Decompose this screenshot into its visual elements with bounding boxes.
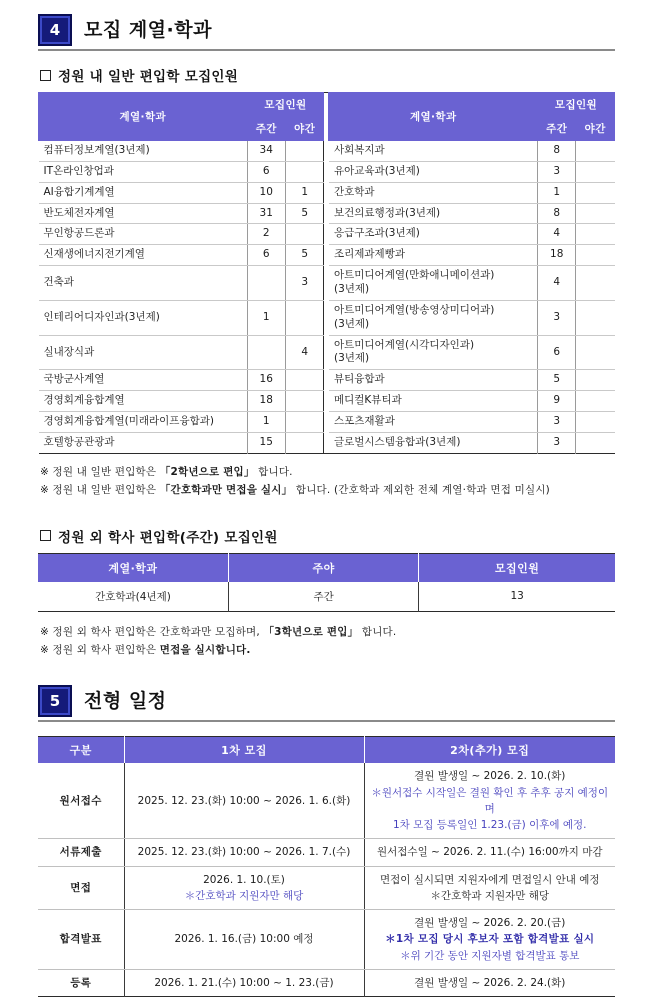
schedule-header-cell: 2차(추가) 모집: [364, 737, 615, 764]
note-bold: 「3학년으로 편입」: [263, 625, 359, 638]
schedule-second-round-cell: [364, 839, 615, 866]
subheading-general-transfer: [40, 65, 615, 85]
note-pre: ※ 정원 외 학사 편입학은: [40, 643, 160, 656]
section-4-badge: 4: [38, 14, 72, 46]
cell-day-quota: 4: [538, 224, 576, 245]
cell-night-quota: [285, 224, 323, 245]
subheading-bachelor-transfer-label: 정원 외 학사 편입학(주간) 모집인원: [58, 529, 278, 546]
note-pre: ※ 정원 외 학사 편입학은 간호학과만 모집하며,: [40, 625, 264, 638]
cell-day-quota: 1: [247, 412, 285, 433]
cell-department-name: 간호학과: [329, 182, 538, 203]
note-item: [40, 641, 615, 659]
section-5-heading: [38, 685, 615, 722]
note-item: [40, 623, 615, 641]
note-pre: ※ 정원 내 일반 편입학은: [40, 484, 160, 497]
cell-day-quota: 3: [538, 161, 576, 182]
schedule-line: 2026. 1. 16.(금) 10:00 예정: [174, 933, 314, 946]
schedule-table-body: [38, 763, 615, 996]
cell-night-quota: [285, 141, 323, 162]
table-row: [39, 182, 615, 203]
table-row: [39, 266, 615, 301]
schedule-line: 결원 발생일 ~ 2026. 2. 24.(화): [414, 976, 566, 989]
cell-night-quota: [576, 335, 615, 370]
schedule-line: 결원 발생일 ~ 2026. 2. 10.(화): [414, 770, 566, 783]
schedule-table: [38, 736, 615, 997]
bachelor-cell: 13: [419, 582, 615, 612]
cell-night-quota: 1: [285, 182, 323, 203]
note-bold: 면접을 실시합니다.: [159, 643, 251, 656]
schedule-row-label: 원서접수: [38, 763, 124, 839]
table-row: [38, 763, 615, 839]
schedule-row-label: 서류제출: [38, 839, 124, 866]
cell-department-name: 컴퓨터정보계열(3년제): [39, 141, 248, 162]
schedule-line: ＊간호학과 지원자만 해당: [430, 889, 550, 902]
general-transfer-notes: [40, 463, 615, 500]
cell-department-name: 사회복지과: [329, 141, 538, 162]
cell-department-name: 신재생에너지전기계열: [39, 245, 248, 266]
schedule-line: ＊1차 모집 당시 후보자 포함 합격발표 실시: [385, 933, 595, 946]
bachelor-cell: 주간: [228, 582, 418, 612]
cell-night-quota: [576, 161, 615, 182]
table-row: [39, 335, 615, 370]
cell-department-name: 뷰티융합과: [329, 370, 538, 391]
header-dept-right: 계열·학과: [329, 93, 538, 141]
section-4-heading: [38, 14, 615, 51]
schedule-line: ＊원서접수 시작일은 결원 확인 후 추후 공지 예정이며: [371, 786, 609, 815]
section-4-title: 모집 계열·학과: [84, 18, 212, 41]
cell-day-quota: 1: [538, 182, 576, 203]
note-item: [40, 481, 615, 499]
section-5-badge: 5: [38, 685, 72, 717]
schedule-row-label: 등록: [70, 976, 92, 989]
schedule-line: 2025. 12. 23.(화) 10:00 ~ 2026. 1. 7.(수): [137, 846, 351, 859]
header-day-left: 주간: [247, 117, 285, 141]
cell-day-quota: 3: [538, 412, 576, 433]
table-header-row: [39, 93, 615, 117]
table-row: [39, 412, 615, 433]
cell-department-name: 메디컬K뷰티과: [329, 391, 538, 412]
cell-night-quota: [576, 412, 615, 433]
cell-department-name: IT온라인창업과: [39, 161, 248, 182]
schedule-line: 2025. 12. 23.(화) 10:00 ~ 2026. 1. 6.(화): [137, 794, 351, 807]
table-row: [39, 161, 615, 182]
bachelor-header-row: [38, 553, 615, 582]
note-post: 합니다.: [358, 625, 397, 638]
bachelor-header-cell: 모집인원: [419, 553, 615, 582]
department-table-body: [39, 141, 615, 454]
cell-day-quota: 5: [538, 370, 576, 391]
table-row: [38, 839, 615, 866]
cell-night-quota: 4: [285, 335, 323, 370]
cell-department-name: 경영회계융합계열(미래라이프융합과): [39, 412, 248, 433]
schedule-line: ＊간호학과 지원자만 해당: [184, 889, 304, 902]
schedule-first-round-cell: [124, 866, 364, 910]
table-row: [39, 300, 615, 335]
cell-department-name: 실내장식과: [39, 335, 248, 370]
cell-day-quota: 8: [538, 141, 576, 162]
cell-night-quota: [285, 300, 323, 335]
table-row: [38, 910, 615, 970]
section-5-title: 전형 일정: [84, 689, 167, 712]
schedule-line: 원서접수일 ~ 2026. 2. 11.(수) 16:00까지 마감: [377, 846, 603, 859]
table-row: [38, 582, 615, 612]
cell-day-quota: 18: [247, 391, 285, 412]
cell-night-quota: [285, 391, 323, 412]
cell-department-name: 유아교육과(3년제): [329, 161, 538, 182]
header-night-left: 야간: [285, 117, 323, 141]
cell-day-quota: 6: [247, 161, 285, 182]
cell-night-quota: [285, 432, 323, 453]
note-bold: 「2학년으로 편입」: [159, 465, 255, 478]
square-bullet-icon: [40, 70, 51, 81]
schedule-first-round-cell: [124, 910, 364, 970]
cell-night-quota: [285, 370, 323, 391]
cell-day-quota: [247, 266, 285, 301]
table-row: [39, 141, 615, 162]
cell-night-quota: [576, 266, 615, 301]
cell-night-quota: [576, 203, 615, 224]
note-post: 합니다.: [254, 465, 293, 478]
schedule-header-row: [38, 737, 615, 764]
cell-day-quota: 3: [538, 300, 576, 335]
table-row: [39, 391, 615, 412]
header-night-right: 야간: [576, 117, 615, 141]
table-row: [39, 203, 615, 224]
note-post: 합니다. (간호학과 제외한 전체 계열·학과 면접 미실시): [292, 484, 550, 497]
schedule-first-round-cell: [124, 763, 364, 839]
schedule-line: 결원 발생일 ~ 2026. 2. 20.(금): [414, 917, 566, 930]
bachelor-header-cell: 주야: [228, 553, 418, 582]
subheading-bachelor-transfer: [40, 526, 615, 546]
cell-day-quota: 15: [247, 432, 285, 453]
cell-day-quota: 9: [538, 391, 576, 412]
cell-department-name: 스포츠재활과: [329, 412, 538, 433]
cell-night-quota: [576, 141, 615, 162]
table-row: [38, 866, 615, 910]
cell-department-name: 보건의료행정과(3년제): [329, 203, 538, 224]
note-pre: ※ 정원 내 일반 편입학은: [40, 465, 160, 478]
schedule-header-cell: 구분: [38, 737, 124, 764]
cell-department-name: 조리제과제빵과: [329, 245, 538, 266]
cell-department-name: AI융합기계계열: [39, 182, 248, 203]
schedule-first-round-cell: [124, 839, 364, 866]
department-quota-table: [38, 92, 615, 454]
cell-department-name: 글로벌시스템융합과(3년제): [333, 435, 461, 448]
bachelor-transfer-notes: [40, 623, 615, 660]
cell-night-quota: [285, 161, 323, 182]
cell-department-name: 국방군사계열: [39, 370, 248, 391]
note-item: [40, 463, 615, 481]
cell-department-name: 아트미디어계열(방송영상미디어과) (3년제): [329, 300, 538, 335]
schedule-line: 면접이 실시되면 지원자에게 면접일시 안내 예정: [379, 873, 600, 886]
schedule-row-label: 합격발표: [38, 910, 124, 970]
cell-night-quota: 5: [285, 203, 323, 224]
cell-department-name: 건축과: [39, 266, 248, 301]
cell-night-quota: [285, 412, 323, 433]
cell-day-quota: 3: [538, 432, 576, 453]
schedule-row-label: 면접: [38, 866, 124, 910]
cell-day-quota: 4: [538, 266, 576, 301]
cell-department-name: 인테리어디자인과(3년제): [39, 300, 248, 335]
schedule-second-round-cell: [364, 910, 615, 970]
table-row: [39, 245, 615, 266]
cell-night-quota: [576, 300, 615, 335]
header-day-right: 주간: [538, 117, 576, 141]
cell-day-quota: 6: [538, 335, 576, 370]
cell-night-quota: 5: [285, 245, 323, 266]
square-bullet-icon: [40, 530, 51, 541]
cell-night-quota: [576, 432, 615, 453]
cell-night-quota: [576, 182, 615, 203]
header-dept-left: 계열·학과: [39, 93, 248, 141]
schedule-line: ＊위 기간 동안 지원자별 합격발표 통보: [400, 949, 580, 962]
cell-department-name: 경영회계융합계열: [39, 391, 248, 412]
table-row: [39, 432, 615, 453]
bachelor-cell: 간호학과(4년제): [95, 590, 171, 603]
schedule-second-round-cell: [364, 866, 615, 910]
cell-night-quota: [576, 370, 615, 391]
cell-day-quota: 10: [247, 182, 285, 203]
cell-night-quota: [576, 245, 615, 266]
subheading-general-transfer-label: 정원 내 일반 편입학 모집인원: [58, 69, 239, 85]
bachelor-quota-table: [38, 553, 615, 612]
cell-day-quota: 6: [247, 245, 285, 266]
cell-night-quota: 3: [285, 266, 323, 301]
cell-day-quota: 31: [247, 203, 285, 224]
cell-night-quota: [576, 391, 615, 412]
cell-day-quota: 18: [538, 245, 576, 266]
schedule-line: 1차 모집 등록일인 1.23.(금) 이후에 예정.: [393, 819, 587, 832]
cell-department-name: 무인항공드론과: [39, 224, 248, 245]
bachelor-header-cell: 계열·학과: [38, 553, 228, 582]
cell-department-name: 호텔항공관광과: [43, 435, 115, 448]
table-row: [39, 224, 615, 245]
cell-day-quota: [247, 335, 285, 370]
bachelor-table-body: [38, 582, 615, 612]
cell-day-quota: 34: [247, 141, 285, 162]
cell-day-quota: 16: [247, 370, 285, 391]
cell-night-quota: [576, 224, 615, 245]
cell-department-name: 응급구조과(3년제): [329, 224, 538, 245]
cell-department-name: 아트미디어계열(만화애니메이션과) (3년제): [329, 266, 538, 301]
header-quota-left: 모집인원: [247, 93, 324, 117]
header-quota-right: 모집인원: [538, 93, 615, 117]
schedule-header-cell: 1차 모집: [124, 737, 364, 764]
cell-department-name: 아트미디어계열(시각디자인과) (3년제): [329, 335, 538, 370]
note-bold: 「간호학과만 면접을 실시」: [159, 484, 293, 497]
cell-day-quota: 2: [247, 224, 285, 245]
cell-day-quota: 1: [247, 300, 285, 335]
schedule-line: 2026. 1. 10.(토): [203, 873, 285, 886]
table-row: [39, 370, 615, 391]
cell-day-quota: 8: [538, 203, 576, 224]
schedule-line: 2026. 1. 21.(수) 10:00 ~ 1. 23.(금): [154, 976, 334, 989]
table-row: [38, 969, 615, 996]
schedule-second-round-cell: [364, 763, 615, 839]
cell-department-name: 반도체전자계열: [39, 203, 248, 224]
schedule-second-round-cell: [364, 969, 615, 996]
schedule-first-round-cell: [124, 969, 364, 996]
